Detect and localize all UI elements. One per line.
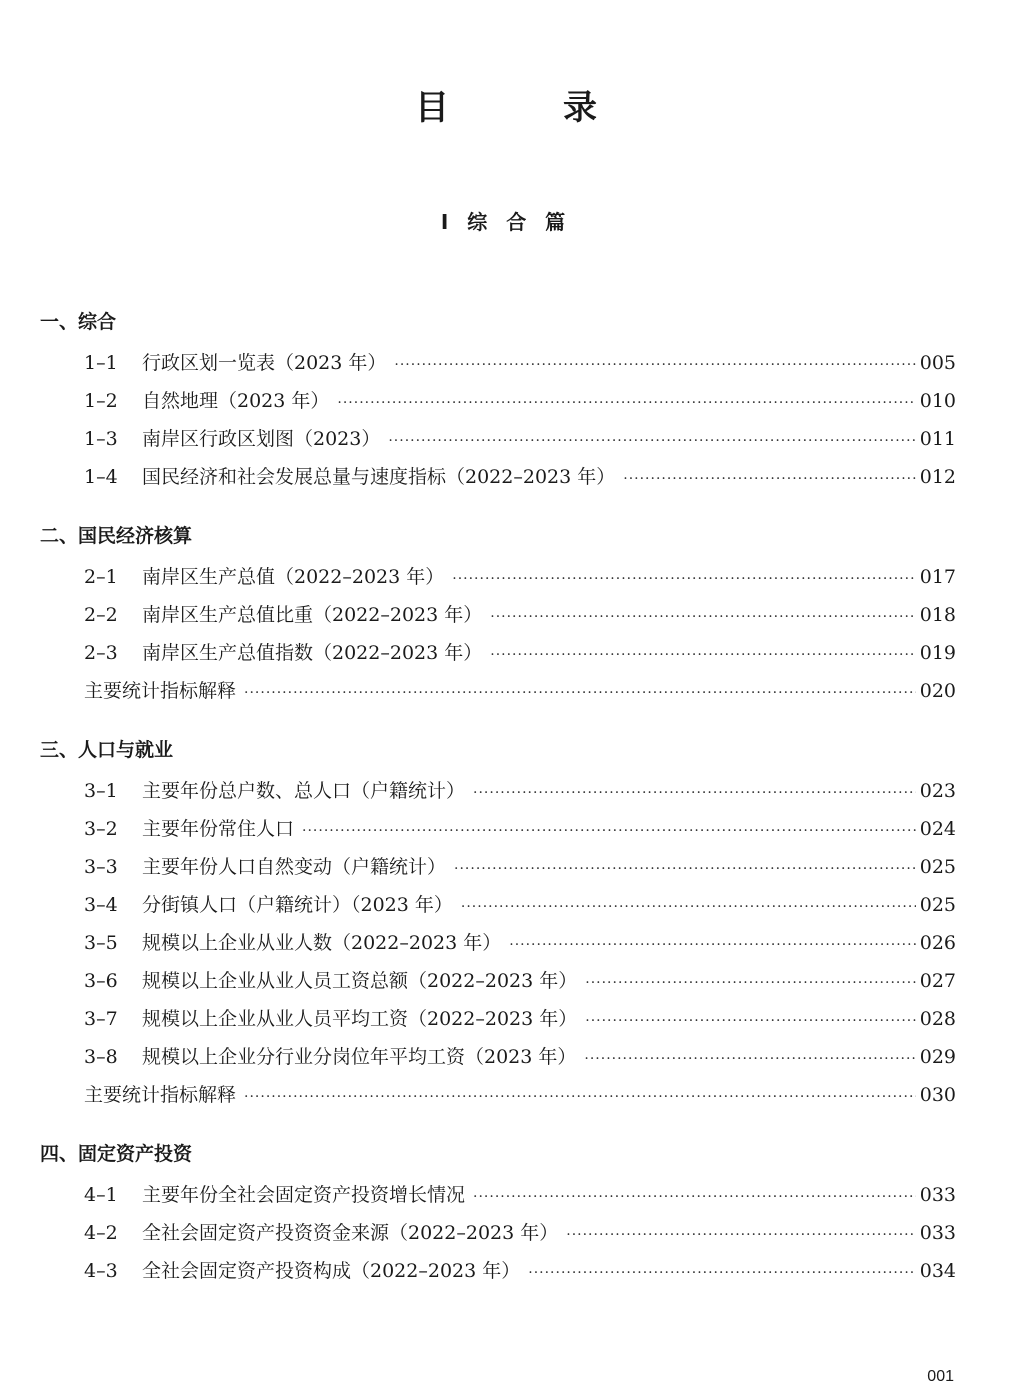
- entry-title: 全社会固定资产投资资金来源（2022–2023 年）: [142, 1222, 559, 1244]
- toc-entry[interactable]: [40, 1176, 956, 1214]
- entry-page-number: 023: [919, 780, 956, 802]
- entry-page-number: 024: [919, 818, 956, 840]
- entry-number: 2–3: [84, 642, 118, 664]
- page-title: 目 录: [415, 88, 637, 128]
- entry-number: 4–3: [84, 1260, 118, 1282]
- dot-leader: [473, 774, 916, 812]
- entry-number: 1–1: [84, 352, 118, 374]
- entry-title: 国民经济和社会发展总量与速度指标（2022–2023 年）: [142, 466, 616, 488]
- toc-section: [40, 734, 956, 1114]
- entry-title: 南岸区生产总值指数（2022–2023 年）: [142, 642, 483, 664]
- entry-title: 南岸区行政区划图（2023）: [142, 428, 381, 450]
- toc-section: [40, 520, 956, 710]
- entry-number: 4–1: [84, 1184, 118, 1206]
- toc-section: [40, 1138, 956, 1290]
- page-number: 001: [927, 1368, 954, 1385]
- dot-leader: [528, 1254, 915, 1292]
- entry-page-number: 010: [919, 390, 956, 412]
- entry-title: 规模以上企业从业人员工资总额（2022–2023 年）: [142, 970, 578, 992]
- entry-title: 南岸区生产总值（2022–2023 年）: [142, 566, 445, 588]
- toc-section: [40, 306, 956, 496]
- dot-leader: [490, 598, 915, 636]
- toc-entry[interactable]: [40, 810, 956, 848]
- entry-title: 主要统计指标解释: [84, 1084, 237, 1106]
- toc-entry[interactable]: [40, 924, 956, 962]
- dot-leader: [244, 674, 916, 712]
- entry-number: 3–6: [84, 970, 118, 992]
- entry-page-number: 030: [919, 1084, 956, 1106]
- entry-page-number: 033: [919, 1222, 956, 1244]
- entry-number: 3–3: [84, 856, 118, 878]
- dot-leader: [585, 964, 915, 1002]
- entry-page-number: 019: [919, 642, 956, 664]
- entry-title: 主要年份全社会固定资产投资增长情况: [142, 1184, 466, 1206]
- toc-entry[interactable]: [40, 772, 956, 810]
- entry-title: 主要统计指标解释: [84, 680, 237, 702]
- toc-entry[interactable]: [40, 848, 956, 886]
- table-of-contents: [40, 306, 956, 1314]
- entry-page-number: 028: [919, 1008, 956, 1030]
- toc-entry[interactable]: [40, 672, 956, 710]
- entry-title: 行政区划一览表（2023 年）: [142, 352, 387, 374]
- entry-page-number: 026: [919, 932, 956, 954]
- entry-page-number: 017: [919, 566, 956, 588]
- dot-leader: [509, 926, 915, 964]
- entry-title: 自然地理（2023 年）: [142, 390, 330, 412]
- entry-title: 全社会固定资产投资构成（2022–2023 年）: [142, 1260, 521, 1282]
- entry-page-number: 025: [919, 894, 956, 916]
- entry-number: 3–7: [84, 1008, 118, 1030]
- entry-page-number: 011: [919, 428, 956, 450]
- entry-title: 规模以上企业分行业分岗位年平均工资（2023 年）: [142, 1046, 577, 1068]
- toc-entry[interactable]: [40, 1252, 956, 1290]
- entry-number: 1–3: [84, 428, 118, 450]
- dot-leader: [566, 1216, 915, 1254]
- part-title: Ⅰ 综 合 篇: [440, 210, 572, 234]
- entry-page-number: 033: [919, 1184, 956, 1206]
- dot-leader: [244, 1078, 916, 1116]
- entry-number: 1–4: [84, 466, 118, 488]
- entry-number: 4–2: [84, 1222, 118, 1244]
- section-heading: 一、综合: [40, 311, 117, 333]
- toc-entry[interactable]: [40, 962, 956, 1000]
- dot-leader: [584, 1040, 915, 1078]
- toc-entry[interactable]: [40, 1038, 956, 1076]
- entry-page-number: 005: [919, 352, 956, 374]
- entry-page-number: 029: [919, 1046, 956, 1068]
- entry-title: 分街镇人口（户籍统计）（2023 年）: [142, 894, 453, 916]
- entry-number: 3–1: [84, 780, 118, 802]
- toc-entry[interactable]: [40, 344, 956, 382]
- section-heading: 三、人口与就业: [40, 739, 174, 761]
- entry-page-number: 027: [919, 970, 956, 992]
- entry-page-number: 020: [919, 680, 956, 702]
- section-heading: 二、国民经济核算: [40, 525, 193, 547]
- dot-leader: [394, 346, 915, 384]
- toc-entry[interactable]: [40, 458, 956, 496]
- toc-entry[interactable]: [40, 886, 956, 924]
- toc-entry[interactable]: [40, 1214, 956, 1252]
- dot-leader: [454, 850, 916, 888]
- entry-number: 2–2: [84, 604, 118, 626]
- entry-page-number: 025: [919, 856, 956, 878]
- dot-leader: [302, 812, 916, 850]
- entry-title: 主要年份人口自然变动（户籍统计）: [142, 856, 447, 878]
- section-heading: 四、固定资产投资: [40, 1143, 193, 1165]
- entry-page-number: 018: [919, 604, 956, 626]
- dot-leader: [585, 1002, 915, 1040]
- toc-entry[interactable]: [40, 382, 956, 420]
- dot-leader: [473, 1178, 916, 1216]
- entry-number: 3–4: [84, 894, 118, 916]
- toc-entry[interactable]: [40, 1076, 956, 1114]
- toc-entry[interactable]: [40, 558, 956, 596]
- entry-title: 主要年份常住人口: [142, 818, 295, 840]
- entry-page-number: 012: [919, 466, 956, 488]
- entry-number: 3–5: [84, 932, 118, 954]
- toc-entry[interactable]: [40, 596, 956, 634]
- entry-page-number: 034: [919, 1260, 956, 1282]
- dot-leader: [461, 888, 916, 926]
- dot-leader: [490, 636, 915, 674]
- dot-leader: [623, 460, 915, 498]
- entry-title: 规模以上企业从业人数（2022–2023 年）: [142, 932, 502, 954]
- dot-leader: [388, 422, 915, 460]
- entry-title: 南岸区生产总值比重（2022–2023 年）: [142, 604, 483, 626]
- toc-entry[interactable]: [40, 420, 956, 458]
- entry-title: 主要年份总户数、总人口（户籍统计）: [142, 780, 466, 802]
- entry-number: 1–2: [84, 390, 118, 412]
- entry-title: 规模以上企业从业人员平均工资（2022–2023 年）: [142, 1008, 578, 1030]
- toc-entry[interactable]: [40, 634, 956, 672]
- entry-number: 2–1: [84, 566, 118, 588]
- toc-entry[interactable]: [40, 1000, 956, 1038]
- dot-leader: [452, 560, 915, 598]
- entry-number: 3–2: [84, 818, 118, 840]
- dot-leader: [337, 384, 915, 422]
- entry-number: 3–8: [84, 1046, 118, 1068]
